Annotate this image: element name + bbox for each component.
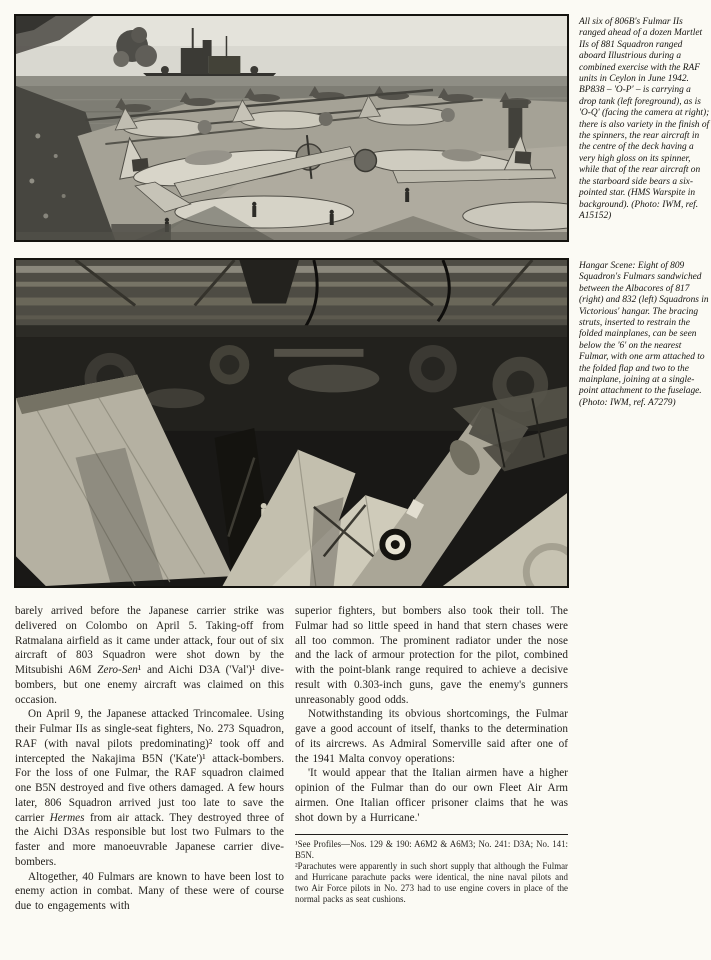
body-column-left [15, 604, 284, 914]
hangar-photo [14, 258, 569, 588]
photo-caption-top: All six of 806B's Fulmar IIs ranged ahead of a dozen Martlet IIs of 881 Squadron ranged aboard Illustrious during a combined exercise with the RAF units in Ceylon in June 1942. BP838 – 'O-P' – is carrying a drop tank (left foreground), as is 'O-Q' (facing the camera at right); there is also variety in the finish of the spinners, the rear aircraft in the centre of the deck having a very high gloss on its spinner, while that of the rear aircraft on the starboard side bears a six-pointed star. (HMS Warspite in background). (Photo: IWM, ref. A15152) [579, 17, 710, 221]
body-column-right [295, 604, 568, 905]
footnote-2: ²Parachutes were apparently in such short supply that although the Fulmar and Hurricane parachute packs were identical, the nine naval pilots and two Air Force pilots in No. 273 had to use engine covers in place of the normal packs as seat cushions. [295, 861, 568, 904]
hangar-photo-art [16, 260, 567, 586]
body-paragraph: barely arrived before the Japanese carrier strike was delivered on Colombo on April 5. Taking-off from Ratmalana airfield as it came under attack, four out of six aircraft of 803 Squadron were shot down by the Mitsubishi A6M Zero-Sen¹ and Aichi D3A ('Val')¹ dive-bombers, but one enemy aircraft was claimed on this occasion. [15, 605, 284, 706]
footnote-1: ¹See Profiles—Nos. 129 & 190: A6M2 & A6M3; No. 241: D3A; No. 141: B5N. [295, 839, 568, 861]
body-paragraph: On April 9, the Japanese attacked Trincomalee. Using their Fulmar IIs as single-seat fighters, No. 273 Squadron, RAF (with naval pilots predominating)² took off and intercepted the Nakajima B5N ('Kate')¹ attack-bombers. For the loss of one Fulmar, the RAF squadron claimed one B5N destroyed and five others damaged. A few hours later, 806 Squadron arrived just too late to save the carrier Hermes from air attack. They destroyed three of the Aichi D3As responsible but lost two Fulmars to the faster and more manoeuvrable Japanese carrier dive-bombers. [15, 708, 284, 868]
photo-caption-hangar: Hangar Scene: Eight of 809 Squadron's Fulmars sandwiched between the Albacores of 817 (right) and 832 (left) Squadrons in Victorious' hangar. The bracing struts, inserted to restrain the folded mainplanes, can be seen below the '6' on the nearest Fulmar, with one arm attached to the folded flap and two to the mainplane, joining at a single-point attachment to the fuselage. (Photo: IWM, ref. A7279) [579, 261, 709, 408]
carrier-deck-photo-art [16, 16, 567, 240]
carrier-deck-photo [14, 14, 569, 242]
body-paragraph: Notwithstanding its obvious shortcomings, the Fulmar gave a good account of itself, thanks to the determination of its aircrews. As Admiral Somerville said after one of the 1941 Malta convoy operations: [295, 708, 568, 765]
body-paragraph: superior fighters, but bombers also took their toll. The Fulmar had so little speed in hand that stern chases were all too common. The prominent radiator under the nose and the lack of armour protection for the pilot, combined with the point-blank range required to achieve a decisive result with 0.303-inch guns, gave the enemy's gunners unreasonably good odds. [295, 605, 568, 706]
body-paragraph: Altogether, 40 Fulmars are known to have been lost to enemy action in combat. Many of these were of course due to engagements with [15, 870, 284, 912]
quote-paragraph: 'It would appear that the Italian airmen have a higher opinion of the Fulmar than do our own Fleet Air Arm airmen. One Italian officer prisoner claims that he was shot down by a Hurricane.' [295, 767, 568, 824]
hangar-ceiling [16, 260, 567, 337]
footnote-rule [295, 834, 568, 835]
